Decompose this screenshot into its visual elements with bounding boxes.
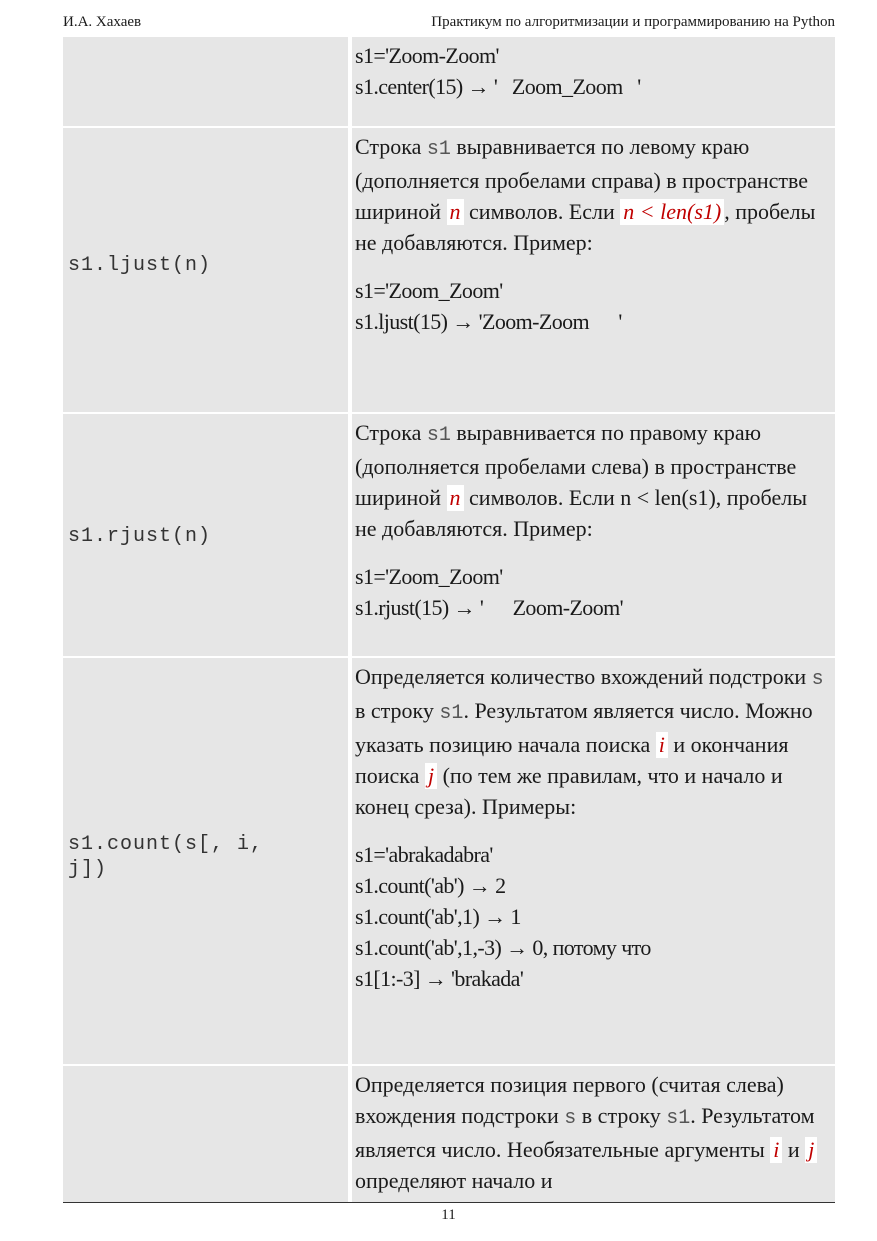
example-line: s1.center(15) → ' Zoom_Zoom ' [355,74,641,99]
math-condition: n < len(s1) [620,199,724,225]
description-cell [352,128,835,412]
description-cell [352,658,835,1064]
math-n: n [447,485,464,511]
math-j: j [805,1137,817,1163]
description-cell [352,414,835,656]
method-signature: s1.ljust(n) [68,254,212,277]
example-line: s1.ljust(15) → 'Zoom-Zoom ' [355,309,622,334]
example-line: s1='Zoom_Zoom' [355,278,503,303]
page-number: 11 [441,1207,456,1223]
example-line: s1='abrakadabra' [355,842,493,867]
header-title: Практикум по алгоритмизации и программированию на Python [431,14,835,30]
example-line: s1.count('ab') → 2 [355,873,506,898]
table-row-rjust [63,414,835,656]
method-cell [63,658,348,1064]
method-signature: s1.rjust(n) [68,525,212,548]
method-description: Строка s1 выравнивается по левому краю (дополняется пробелами справа) в пространстве шириной n символов. Если n < len(s1) , пробелы не добавляются. Пример: [355,134,816,255]
math-j: j [425,763,437,789]
example-line: s1.count('ab',1) → 1 [355,904,521,929]
example-line: s1.count('ab',1,-3) → 0, потому что [355,935,651,960]
math-i: i [656,732,668,758]
table-row-center [63,37,835,126]
method-description: Строка s1 выравнивается по правому краю (дополняется пробелами слева) в пространстве шириной n символов. Если n < len(s1), пробелы не добавляются. Пример: [355,420,807,541]
example-line: s1.rjust(15) → ' Zoom-Zoom' [355,595,623,620]
method-cell [63,414,348,656]
method-description: Определяется количество вхождений подстроки s в строку s1. Результатом является число. Можно указать позицию начала поиска i и окончания поиска j (по тем же правилам, что и начало и конец среза). Примеры: [355,664,824,819]
footer-rule [63,1202,835,1203]
math-i: i [770,1137,782,1163]
method-cell [63,128,348,412]
method-cell [63,37,348,126]
header-author: И.А. Хахаев [63,14,142,30]
method-cell [63,1066,348,1202]
description-cell [352,37,835,126]
math-n: n [447,199,464,225]
table-row-find [63,1066,835,1202]
table-row-count [63,658,835,1064]
description-cell [352,1066,835,1202]
example-line: s1[1:-3] → 'brakada' [355,966,524,991]
table-row-ljust [63,128,835,412]
example-line: s1='Zoom-Zoom' [355,43,499,68]
example-line: s1='Zoom_Zoom' [355,564,503,589]
method-signature: s1.count(s[, i, j]) [68,833,264,881]
method-description: Определяется позиция первого (считая слева) вхождения подстроки s в строку s1. Результатом является число. Необязательные аргументы i и j определяют начало и [355,1069,831,1196]
